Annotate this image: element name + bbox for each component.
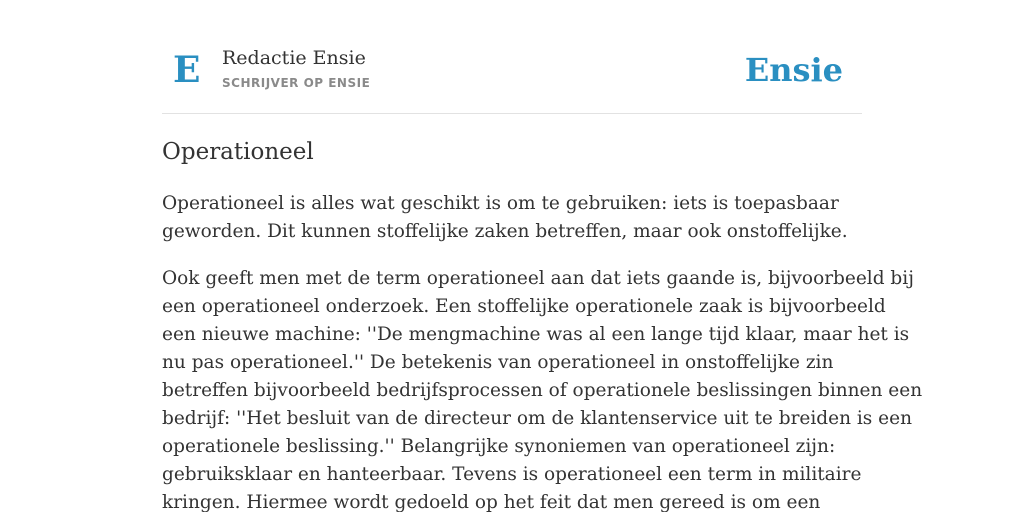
- author-name[interactable]: Redactie Ensie: [222, 47, 366, 69]
- article-paragraph-2: [162, 265, 923, 512]
- paragraph-line: geworden. Dit kunnen stoffelijke zaken betreffen, maar ook onstoffelijke.: [162, 221, 848, 242]
- paragraph-line: Operationeel is alles wat geschikt is om te gebruiken: iets is toepasbaar: [162, 193, 839, 214]
- paragraph-line: bedrijf: ''Het besluit van de directeur om de klantenservice uit te breiden is een: [162, 408, 912, 429]
- paragraph-line: een operationeel onderzoek. Een stoffelijke operationele zaak is bijvoorbeeld: [162, 296, 886, 317]
- author-avatar[interactable]: E: [173, 49, 201, 91]
- paragraph-line: een nieuwe machine: ''De mengmachine was al een lange tijd klaar, maar het is: [162, 324, 910, 345]
- author-role: SCHRIJVER OP ENSIE: [222, 76, 371, 90]
- ensie-logo[interactable]: Ensie: [744, 51, 843, 89]
- paragraph-line: nu pas operationeel.'' De betekenis van operationeel in onstoffelijke zin: [162, 352, 834, 373]
- paragraph-line: kringen. Hiermee wordt gedoeld op het feit dat men gereed is om een: [162, 492, 821, 512]
- paragraph-line: Ook geeft men met de term operationeel aan dat iets gaande is, bijvoorbeeld bij: [162, 268, 914, 289]
- paragraph-line: operationele beslissing.'' Belangrijke synoniemen van operationeel zijn:: [162, 436, 836, 457]
- article-title: Operationeel: [162, 139, 314, 165]
- article-paragraph-1: [162, 190, 862, 246]
- author-header: [162, 0, 862, 114]
- paragraph-line: gebruiksklaar en hanteerbaar. Tevens is operationeel een term in militaire: [162, 464, 862, 485]
- article-card: [162, 0, 923, 512]
- paragraph-line: betreffen bijvoorbeeld bedrijfsprocessen of operationele beslissingen binnen een: [162, 380, 923, 401]
